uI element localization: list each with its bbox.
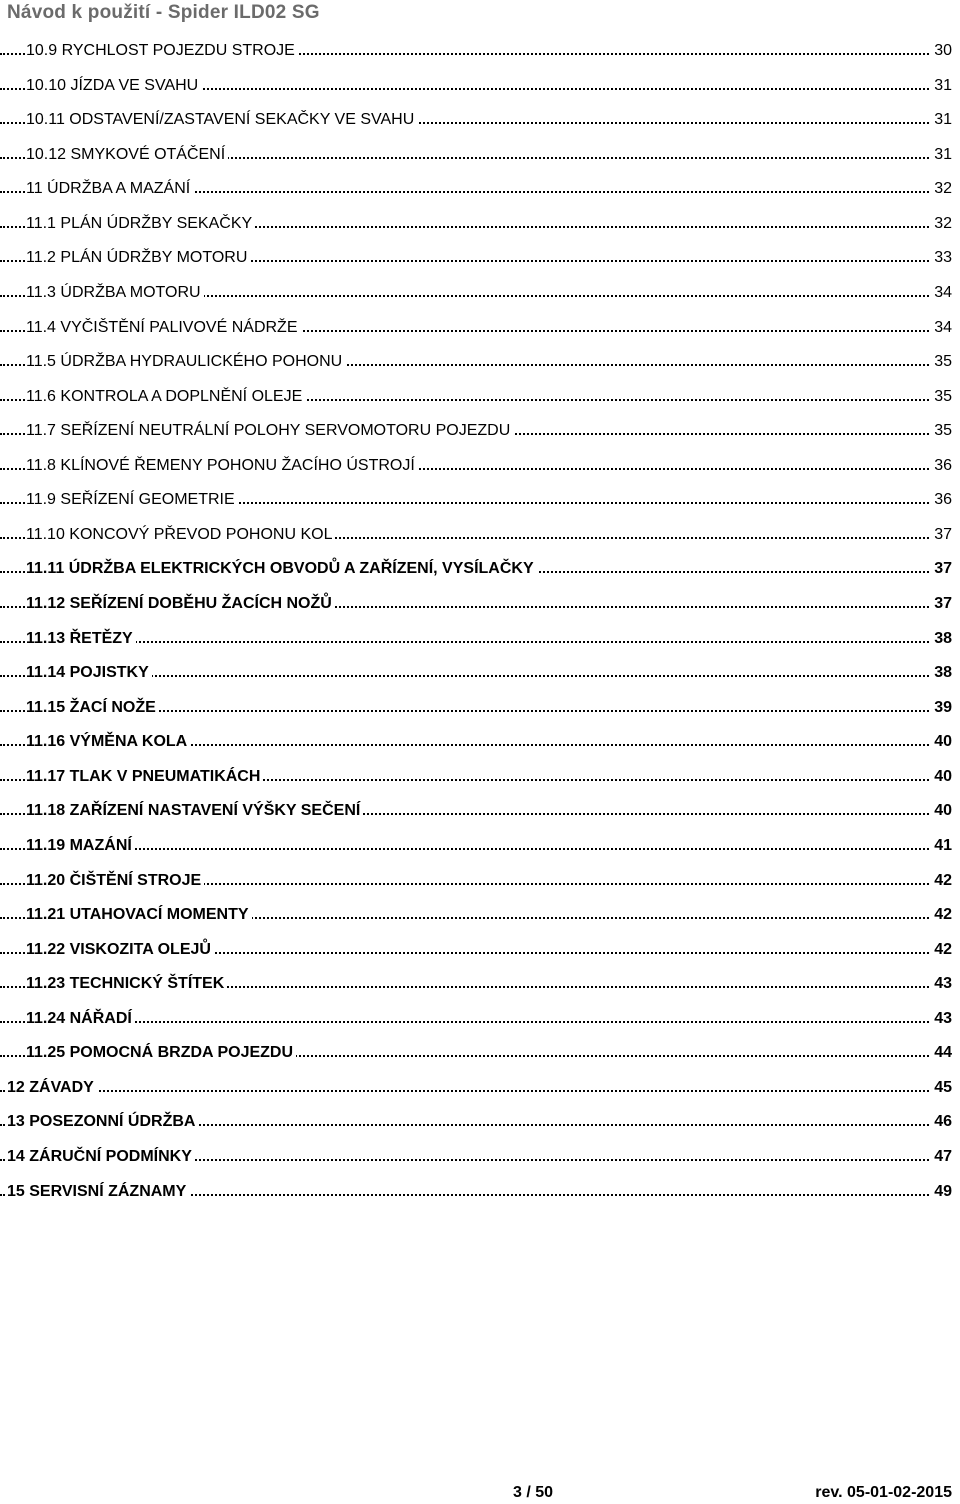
toc-entry-title: 11.6 KONTROLA A DOPLNĚNÍ OLEJE: [26, 387, 305, 407]
toc-entry-page: 40: [931, 732, 952, 752]
toc-entry-title: 11.20 ČIŠTĚNÍ STROJE: [26, 871, 204, 891]
toc-entry-page: 43: [931, 974, 952, 994]
toc-entry-title: 11.10 KONCOVÝ PŘEVOD POHONU KOL: [26, 525, 335, 545]
toc-entry-title: 11.25 POMOCNÁ BRZDA POJEZDU: [26, 1043, 296, 1063]
toc-entry[interactable]: [0, 1107, 960, 1142]
toc-entry-page: 35: [931, 421, 952, 441]
toc-entry-page: 31: [931, 145, 952, 165]
toc-entry-page: 36: [931, 490, 952, 510]
toc-entry[interactable]: [0, 624, 960, 659]
toc-entry-page: 32: [931, 179, 952, 199]
toc-entry[interactable]: [0, 727, 960, 762]
toc-entry-title: 10.10 JÍZDA VE SVAHU: [26, 76, 201, 96]
toc-entry-title: 11.9 SEŘÍZENÍ GEOMETRIE: [26, 490, 238, 510]
toc-entry-title: 11.22 VISKOZITA OLEJŮ: [26, 940, 214, 960]
toc-entry[interactable]: [0, 451, 960, 486]
toc-entry[interactable]: [0, 693, 960, 728]
toc-entry-title: 11 ÚDRŽBA A MAZÁNÍ: [26, 179, 193, 199]
toc-entry-page: 49: [931, 1182, 952, 1202]
toc-entry-title: 11.23 TECHNICKÝ ŠTÍTEK: [26, 974, 227, 994]
dot-leader: [0, 641, 952, 643]
toc-entry[interactable]: [0, 589, 960, 624]
toc-entry-page: 34: [931, 283, 952, 303]
toc-entry-title: 10.9 RYCHLOST POJEZDU STROJE: [26, 41, 298, 61]
toc-entry-title: 10.11 ODSTAVENÍ/ZASTAVENÍ SEKAČKY VE SVAHU: [26, 110, 417, 130]
toc-entry-title: 11.11 ÚDRŽBA ELEKTRICKÝCH OBVODŮ A ZAŘÍZENÍ, VYSÍLAČKY: [26, 559, 537, 579]
toc-entry[interactable]: [0, 1038, 960, 1073]
toc-entry-title: 11.18 ZAŘÍZENÍ NASTAVENÍ VÝŠKY SEČENÍ: [26, 801, 363, 821]
toc-entry-page: 32: [931, 214, 952, 234]
toc-entry-title: 11.19 MAZÁNÍ: [26, 836, 135, 856]
table-of-contents: [0, 36, 960, 1211]
toc-entry[interactable]: [0, 1073, 960, 1108]
toc-entry-title: 11.1 PLÁN ÚDRŽBY SEKAČKY: [26, 214, 255, 234]
toc-entry-page: 44: [931, 1043, 952, 1063]
toc-entry-title: 11.4 VYČIŠTĚNÍ PALIVOVÉ NÁDRŽE: [26, 318, 301, 338]
toc-entry-page: 43: [931, 1009, 952, 1029]
toc-entry[interactable]: [0, 209, 960, 244]
toc-entry[interactable]: [0, 416, 960, 451]
toc-entry-page: 40: [931, 767, 952, 787]
toc-entry-page: 47: [931, 1147, 952, 1167]
toc-entry[interactable]: [0, 831, 960, 866]
toc-entry-page: 38: [931, 663, 952, 683]
toc-entry[interactable]: [0, 382, 960, 417]
toc-entry-title: 15 SERVISNÍ ZÁZNAMY: [7, 1182, 189, 1202]
toc-entry[interactable]: [0, 243, 960, 278]
toc-entry-title: 11.12 SEŘÍZENÍ DOBĚHU ŽACÍCH NOŽŮ: [26, 594, 335, 614]
toc-entry[interactable]: [0, 485, 960, 520]
toc-entry-page: 37: [931, 525, 952, 545]
toc-entry[interactable]: [0, 1004, 960, 1039]
toc-entry-title: 13 POSEZONNÍ ÚDRŽBA: [7, 1112, 198, 1132]
running-header: Návod k použití - Spider ILD02 SG: [7, 2, 320, 23]
toc-entry-page: 31: [931, 110, 952, 130]
toc-entry-page: 30: [931, 41, 952, 61]
toc-entry-title: 11.7 SEŘÍZENÍ NEUTRÁLNÍ POLOHY SERVOMOTORU POJEZDU: [26, 421, 513, 441]
toc-entry-title: 11.24 NÁŘADÍ: [26, 1009, 135, 1029]
toc-entry[interactable]: [0, 969, 960, 1004]
toc-entry[interactable]: [0, 1142, 960, 1177]
toc-entry-page: 42: [931, 905, 952, 925]
dot-leader: [0, 1021, 952, 1023]
toc-entry-title: 11.5 ÚDRŽBA HYDRAULICKÉHO POHONU: [26, 352, 345, 372]
toc-entry-title: 11.16 VÝMĚNA KOLA: [26, 732, 190, 752]
toc-entry[interactable]: [0, 278, 960, 313]
toc-entry-title: 11.15 ŽACÍ NOŽE: [26, 698, 159, 718]
toc-entry-title: 11.21 UTAHOVACÍ MOMENTY: [26, 905, 252, 925]
toc-entry-title: 11.13 ŘETĚZY: [26, 629, 136, 649]
toc-entry[interactable]: [0, 105, 960, 140]
toc-entry[interactable]: [0, 1177, 960, 1212]
dot-leader: [0, 848, 952, 850]
toc-entry-title: 11.14 POJISTKY: [26, 663, 152, 683]
page-number: 3 / 50: [513, 1484, 554, 1501]
toc-entry[interactable]: [0, 313, 960, 348]
toc-entry-page: 40: [931, 801, 952, 821]
toc-entry[interactable]: [0, 900, 960, 935]
toc-entry-page: 42: [931, 940, 952, 960]
toc-entry-page: 33: [931, 248, 952, 268]
toc-entry-title: 11.3 ÚDRŽBA MOTORU: [26, 283, 204, 303]
toc-entry[interactable]: [0, 140, 960, 175]
toc-entry[interactable]: [0, 935, 960, 970]
toc-entry-title: 14 ZÁRUČNÍ PODMÍNKY: [7, 1147, 195, 1167]
dot-leader: [0, 1090, 952, 1092]
toc-entry-title: 10.12 SMYKOVÉ OTÁČENÍ: [26, 145, 228, 165]
toc-entry[interactable]: [0, 762, 960, 797]
toc-entry-page: 36: [931, 456, 952, 476]
toc-entry-page: 35: [931, 387, 952, 407]
toc-entry-title: 12 ZÁVADY: [7, 1078, 97, 1098]
revision-label: rev. 05-01-02-2015: [815, 1484, 952, 1501]
toc-entry-page: 31: [931, 76, 952, 96]
toc-entry[interactable]: [0, 554, 960, 589]
toc-entry-page: 38: [931, 629, 952, 649]
toc-entry-page: 35: [931, 352, 952, 372]
toc-entry[interactable]: [0, 174, 960, 209]
toc-entry-page: 46: [931, 1112, 952, 1132]
toc-entry[interactable]: [0, 71, 960, 106]
toc-entry[interactable]: [0, 347, 960, 382]
toc-entry[interactable]: [0, 36, 960, 71]
toc-entry-page: 41: [931, 836, 952, 856]
toc-entry[interactable]: [0, 796, 960, 831]
toc-entry[interactable]: [0, 658, 960, 693]
toc-entry-page: 34: [931, 318, 952, 338]
toc-entry-page: 37: [931, 594, 952, 614]
toc-entry-page: 39: [931, 698, 952, 718]
toc-entry[interactable]: [0, 520, 960, 555]
toc-entry-title: 11.2 PLÁN ÚDRŽBY MOTORU: [26, 248, 250, 268]
toc-entry-title: 11.8 KLÍNOVÉ ŘEMENY POHONU ŽACÍHO ÚSTROJÍ: [26, 456, 418, 476]
toc-entry-page: 37: [931, 559, 952, 579]
toc-entry[interactable]: [0, 866, 960, 901]
toc-entry-page: 42: [931, 871, 952, 891]
toc-entry-title: 11.17 TLAK V PNEUMATIKÁCH: [26, 767, 263, 787]
toc-entry-page: 45: [931, 1078, 952, 1098]
